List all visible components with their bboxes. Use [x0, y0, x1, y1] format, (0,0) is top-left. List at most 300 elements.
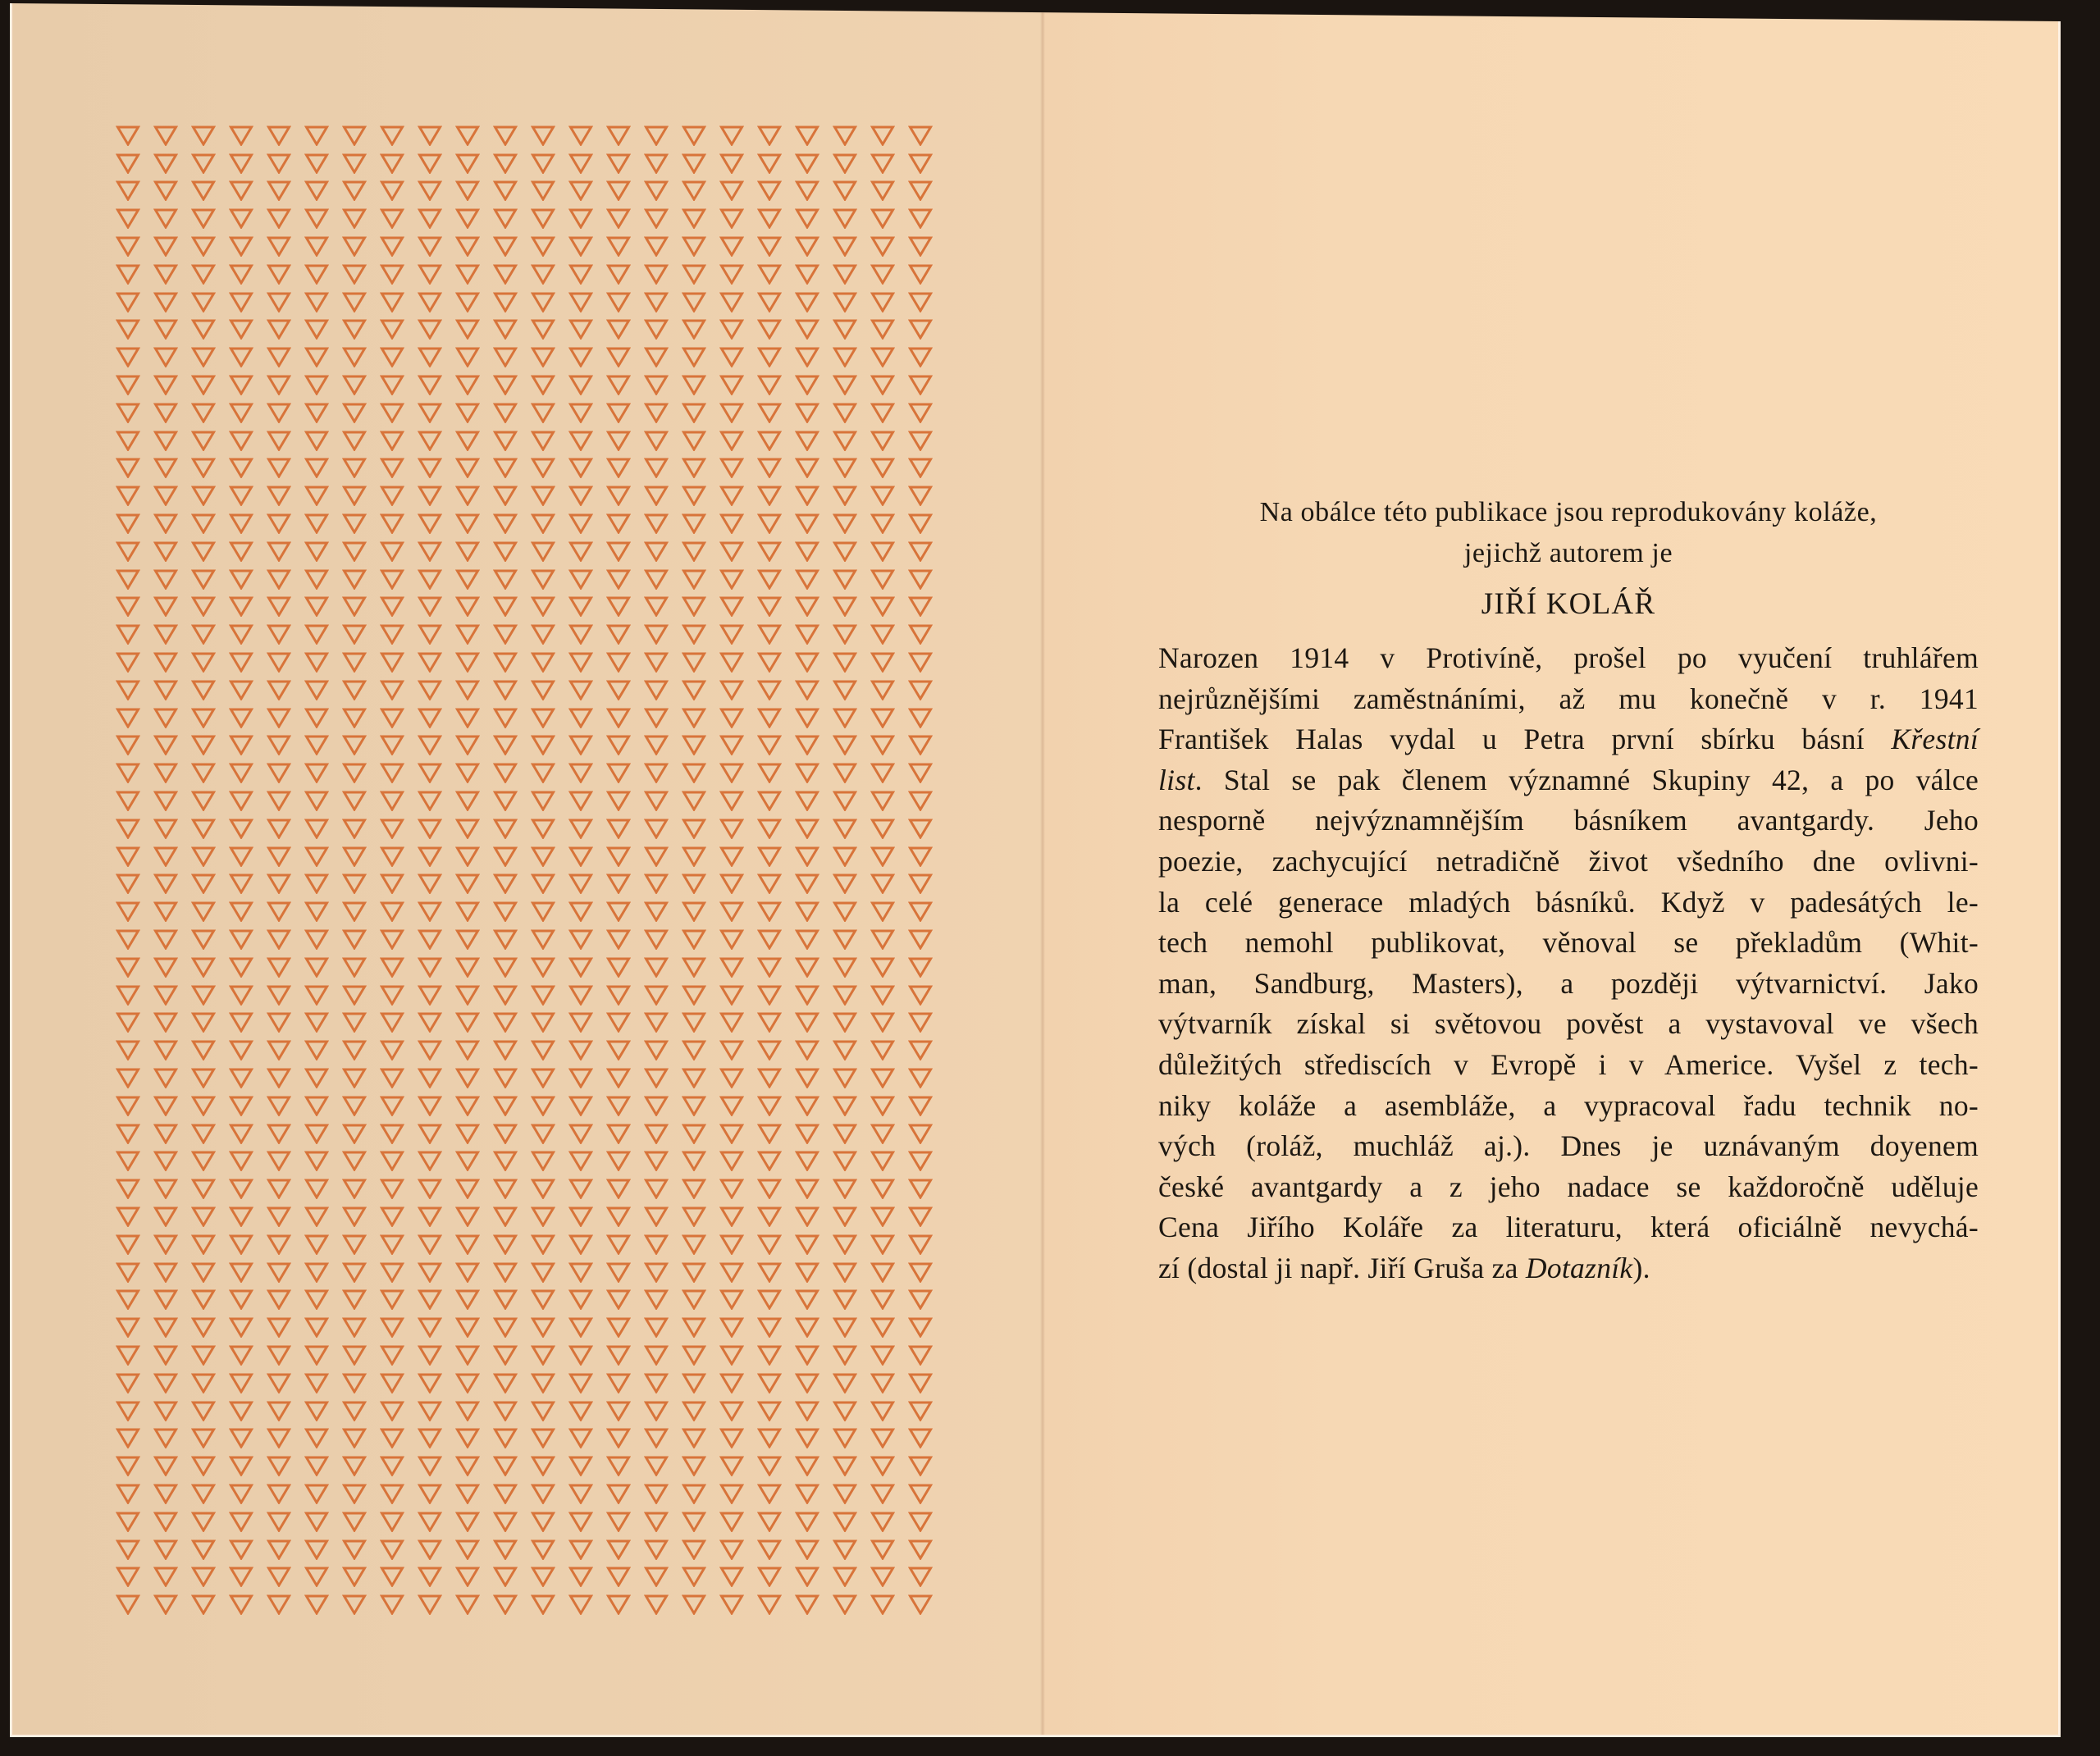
- down-triangle-outline-icon: [304, 1400, 329, 1421]
- down-triangle-outline-icon: [342, 1178, 367, 1199]
- down-triangle-outline-icon: [455, 707, 480, 728]
- down-triangle-outline-icon: [418, 734, 442, 755]
- down-triangle-outline-icon: [682, 1261, 706, 1283]
- down-triangle-outline-icon: [116, 374, 140, 395]
- down-triangle-outline-icon: [342, 318, 367, 340]
- down-triangle-outline-icon: [568, 956, 593, 978]
- down-triangle-outline-icon: [229, 1316, 253, 1338]
- down-triangle-outline-icon: [606, 346, 631, 367]
- down-triangle-outline-icon: [153, 734, 178, 755]
- bio-text: české avantgardy a z jeho nadace se každoročně uděluje: [1158, 1170, 1979, 1203]
- down-triangle-outline-icon: [191, 1039, 216, 1060]
- down-triangle-outline-icon: [833, 734, 857, 755]
- down-triangle-outline-icon: [267, 125, 291, 146]
- down-triangle-outline-icon: [153, 125, 178, 146]
- down-triangle-outline-icon: [304, 235, 329, 257]
- down-triangle-outline-icon: [380, 818, 404, 839]
- down-triangle-outline-icon: [795, 984, 819, 1006]
- down-triangle-outline-icon: [342, 346, 367, 367]
- down-triangle-outline-icon: [342, 568, 367, 590]
- down-triangle-outline-icon: [644, 846, 669, 867]
- down-triangle-outline-icon: [606, 707, 631, 728]
- down-triangle-outline-icon: [531, 513, 555, 534]
- down-triangle-outline-icon: [493, 623, 518, 645]
- down-triangle-outline-icon: [644, 1206, 669, 1227]
- down-triangle-outline-icon: [908, 1566, 933, 1587]
- down-triangle-outline-icon: [304, 180, 329, 201]
- down-triangle-outline-icon: [757, 457, 782, 478]
- down-triangle-outline-icon: [908, 153, 933, 174]
- down-triangle-outline-icon: [795, 1288, 819, 1310]
- bio-line: [1158, 1045, 1979, 1086]
- down-triangle-outline-icon: [191, 153, 216, 174]
- down-triangle-outline-icon: [682, 790, 706, 811]
- down-triangle-outline-icon: [493, 1206, 518, 1227]
- down-triangle-outline-icon: [153, 1566, 178, 1587]
- down-triangle-outline-icon: [455, 208, 480, 229]
- down-triangle-outline-icon: [418, 346, 442, 367]
- bio-title-italic: Křestní: [1891, 723, 1979, 756]
- bio-line: [1158, 842, 1979, 883]
- down-triangle-outline-icon: [908, 208, 933, 229]
- down-triangle-outline-icon: [418, 873, 442, 894]
- down-triangle-outline-icon: [531, 873, 555, 894]
- down-triangle-outline-icon: [757, 1123, 782, 1144]
- down-triangle-outline-icon: [568, 291, 593, 312]
- down-triangle-outline-icon: [795, 846, 819, 867]
- down-triangle-outline-icon: [644, 1150, 669, 1171]
- down-triangle-outline-icon: [757, 485, 782, 506]
- down-triangle-outline-icon: [380, 1039, 404, 1060]
- down-triangle-outline-icon: [267, 1316, 291, 1338]
- down-triangle-outline-icon: [833, 1261, 857, 1283]
- down-triangle-outline-icon: [191, 679, 216, 700]
- down-triangle-outline-icon: [493, 457, 518, 478]
- down-triangle-outline-icon: [531, 208, 555, 229]
- down-triangle-outline-icon: [531, 818, 555, 839]
- down-triangle-outline-icon: [267, 374, 291, 395]
- down-triangle-outline-icon: [606, 1261, 631, 1283]
- down-triangle-outline-icon: [493, 402, 518, 423]
- down-triangle-outline-icon: [757, 1095, 782, 1116]
- down-triangle-outline-icon: [191, 540, 216, 562]
- down-triangle-outline-icon: [380, 928, 404, 950]
- down-triangle-outline-icon: [908, 485, 933, 506]
- down-triangle-outline-icon: [229, 873, 253, 894]
- down-triangle-outline-icon: [229, 1455, 253, 1476]
- down-triangle-outline-icon: [455, 540, 480, 562]
- down-triangle-outline-icon: [455, 1566, 480, 1587]
- down-triangle-outline-icon: [908, 1594, 933, 1615]
- bio-text: zí (dostal ji např. Jiří Gruša za: [1158, 1251, 1526, 1284]
- down-triangle-outline-icon: [682, 1234, 706, 1255]
- down-triangle-outline-icon: [493, 734, 518, 755]
- down-triangle-outline-icon: [380, 1427, 404, 1448]
- down-triangle-outline-icon: [757, 790, 782, 811]
- colophon-text: [1158, 492, 1979, 1289]
- down-triangle-outline-icon: [342, 790, 367, 811]
- down-triangle-outline-icon: [531, 1067, 555, 1088]
- down-triangle-outline-icon: [606, 1372, 631, 1393]
- down-triangle-outline-icon: [870, 1566, 895, 1587]
- down-triangle-outline-icon: [153, 707, 178, 728]
- down-triangle-outline-icon: [568, 235, 593, 257]
- down-triangle-outline-icon: [116, 928, 140, 950]
- down-triangle-outline-icon: [455, 1234, 480, 1255]
- down-triangle-outline-icon: [455, 790, 480, 811]
- down-triangle-outline-icon: [493, 513, 518, 534]
- down-triangle-outline-icon: [531, 1095, 555, 1116]
- down-triangle-outline-icon: [833, 153, 857, 174]
- down-triangle-outline-icon: [644, 1483, 669, 1504]
- down-triangle-outline-icon: [153, 1455, 178, 1476]
- down-triangle-outline-icon: [493, 762, 518, 783]
- down-triangle-outline-icon: [116, 1234, 140, 1255]
- down-triangle-outline-icon: [380, 318, 404, 340]
- down-triangle-outline-icon: [418, 430, 442, 451]
- down-triangle-outline-icon: [757, 595, 782, 617]
- down-triangle-outline-icon: [644, 873, 669, 894]
- down-triangle-outline-icon: [380, 1400, 404, 1421]
- down-triangle-outline-icon: [833, 984, 857, 1006]
- down-triangle-outline-icon: [644, 1288, 669, 1310]
- down-triangle-outline-icon: [418, 1372, 442, 1393]
- down-triangle-outline-icon: [719, 1372, 744, 1393]
- down-triangle-outline-icon: [342, 623, 367, 645]
- down-triangle-outline-icon: [833, 818, 857, 839]
- down-triangle-outline-icon: [493, 1566, 518, 1587]
- down-triangle-outline-icon: [568, 1344, 593, 1366]
- down-triangle-outline-icon: [191, 318, 216, 340]
- down-triangle-outline-icon: [153, 208, 178, 229]
- down-triangle-outline-icon: [795, 540, 819, 562]
- down-triangle-outline-icon: [380, 1123, 404, 1144]
- down-triangle-outline-icon: [719, 901, 744, 922]
- bio-line: [1158, 1004, 1979, 1045]
- down-triangle-outline-icon: [568, 1539, 593, 1560]
- down-triangle-outline-icon: [682, 623, 706, 645]
- down-triangle-outline-icon: [682, 208, 706, 229]
- down-triangle-outline-icon: [229, 457, 253, 478]
- down-triangle-outline-icon: [870, 208, 895, 229]
- down-triangle-outline-icon: [757, 928, 782, 950]
- down-triangle-outline-icon: [833, 1400, 857, 1421]
- down-triangle-outline-icon: [153, 540, 178, 562]
- down-triangle-outline-icon: [191, 873, 216, 894]
- down-triangle-outline-icon: [719, 651, 744, 673]
- down-triangle-outline-icon: [191, 928, 216, 950]
- down-triangle-outline-icon: [304, 513, 329, 534]
- bio-line: [1158, 964, 1979, 1005]
- down-triangle-outline-icon: [870, 1234, 895, 1255]
- down-triangle-outline-icon: [682, 1011, 706, 1033]
- down-triangle-outline-icon: [757, 1539, 782, 1560]
- down-triangle-outline-icon: [531, 846, 555, 867]
- down-triangle-outline-icon: [380, 1261, 404, 1283]
- down-triangle-outline-icon: [682, 595, 706, 617]
- down-triangle-outline-icon: [908, 956, 933, 978]
- down-triangle-outline-icon: [493, 485, 518, 506]
- down-triangle-outline-icon: [833, 1427, 857, 1448]
- down-triangle-outline-icon: [795, 1234, 819, 1255]
- down-triangle-outline-icon: [682, 984, 706, 1006]
- down-triangle-outline-icon: [418, 291, 442, 312]
- bio-line: [1158, 1248, 1979, 1289]
- down-triangle-outline-icon: [116, 1316, 140, 1338]
- down-triangle-outline-icon: [455, 263, 480, 285]
- down-triangle-outline-icon: [606, 318, 631, 340]
- down-triangle-outline-icon: [870, 318, 895, 340]
- down-triangle-outline-icon: [116, 984, 140, 1006]
- down-triangle-outline-icon: [418, 901, 442, 922]
- down-triangle-outline-icon: [153, 1511, 178, 1532]
- down-triangle-outline-icon: [531, 1539, 555, 1560]
- down-triangle-outline-icon: [606, 873, 631, 894]
- down-triangle-outline-icon: [908, 818, 933, 839]
- down-triangle-outline-icon: [229, 1594, 253, 1615]
- down-triangle-outline-icon: [153, 1344, 178, 1366]
- down-triangle-outline-icon: [342, 984, 367, 1006]
- down-triangle-outline-icon: [493, 901, 518, 922]
- down-triangle-outline-icon: [267, 734, 291, 755]
- down-triangle-outline-icon: [304, 1594, 329, 1615]
- down-triangle-outline-icon: [267, 457, 291, 478]
- down-triangle-outline-icon: [418, 623, 442, 645]
- down-triangle-outline-icon: [531, 540, 555, 562]
- down-triangle-outline-icon: [682, 679, 706, 700]
- down-triangle-outline-icon: [229, 818, 253, 839]
- down-triangle-outline-icon: [870, 374, 895, 395]
- down-triangle-outline-icon: [682, 263, 706, 285]
- down-triangle-outline-icon: [304, 374, 329, 395]
- down-triangle-outline-icon: [342, 125, 367, 146]
- down-triangle-outline-icon: [267, 707, 291, 728]
- down-triangle-outline-icon: [455, 1206, 480, 1227]
- down-triangle-outline-icon: [568, 1483, 593, 1504]
- down-triangle-outline-icon: [908, 430, 933, 451]
- down-triangle-outline-icon: [116, 1206, 140, 1227]
- down-triangle-outline-icon: [380, 346, 404, 367]
- down-triangle-outline-icon: [493, 984, 518, 1006]
- down-triangle-outline-icon: [795, 1095, 819, 1116]
- down-triangle-outline-icon: [531, 235, 555, 257]
- down-triangle-outline-icon: [267, 208, 291, 229]
- bio-text: niky koláže a asembláže, a vypracoval řadu technik no-: [1158, 1088, 1979, 1122]
- down-triangle-outline-icon: [418, 762, 442, 783]
- down-triangle-outline-icon: [757, 1288, 782, 1310]
- down-triangle-outline-icon: [682, 873, 706, 894]
- down-triangle-outline-icon: [455, 873, 480, 894]
- down-triangle-outline-icon: [568, 430, 593, 451]
- down-triangle-outline-icon: [116, 208, 140, 229]
- down-triangle-outline-icon: [153, 928, 178, 950]
- down-triangle-outline-icon: [795, 430, 819, 451]
- down-triangle-outline-icon: [833, 1455, 857, 1476]
- down-triangle-outline-icon: [418, 956, 442, 978]
- down-triangle-outline-icon: [153, 346, 178, 367]
- down-triangle-outline-icon: [304, 263, 329, 285]
- down-triangle-outline-icon: [153, 762, 178, 783]
- down-triangle-outline-icon: [418, 928, 442, 950]
- down-triangle-outline-icon: [304, 1123, 329, 1144]
- down-triangle-outline-icon: [644, 734, 669, 755]
- down-triangle-outline-icon: [191, 1344, 216, 1366]
- down-triangle-outline-icon: [757, 1261, 782, 1283]
- down-triangle-outline-icon: [606, 1566, 631, 1587]
- down-triangle-outline-icon: [757, 1150, 782, 1171]
- down-triangle-outline-icon: [342, 1316, 367, 1338]
- down-triangle-outline-icon: [342, 1594, 367, 1615]
- down-triangle-outline-icon: [267, 1067, 291, 1088]
- down-triangle-outline-icon: [908, 846, 933, 867]
- down-triangle-outline-icon: [682, 1095, 706, 1116]
- down-triangle-outline-icon: [116, 707, 140, 728]
- down-triangle-outline-icon: [644, 1427, 669, 1448]
- down-triangle-outline-icon: [267, 263, 291, 285]
- down-triangle-outline-icon: [229, 707, 253, 728]
- down-triangle-outline-icon: [342, 707, 367, 728]
- down-triangle-outline-icon: [229, 485, 253, 506]
- down-triangle-outline-icon: [908, 1234, 933, 1255]
- down-triangle-outline-icon: [644, 125, 669, 146]
- down-triangle-outline-icon: [644, 291, 669, 312]
- down-triangle-outline-icon: [606, 790, 631, 811]
- down-triangle-outline-icon: [568, 901, 593, 922]
- down-triangle-outline-icon: [795, 485, 819, 506]
- down-triangle-outline-icon: [455, 374, 480, 395]
- down-triangle-outline-icon: [380, 180, 404, 201]
- down-triangle-outline-icon: [795, 1178, 819, 1199]
- down-triangle-outline-icon: [719, 513, 744, 534]
- down-triangle-outline-icon: [191, 734, 216, 755]
- down-triangle-outline-icon: [795, 679, 819, 700]
- down-triangle-outline-icon: [380, 984, 404, 1006]
- down-triangle-outline-icon: [531, 1427, 555, 1448]
- down-triangle-outline-icon: [229, 1483, 253, 1504]
- down-triangle-outline-icon: [153, 374, 178, 395]
- down-triangle-outline-icon: [493, 1455, 518, 1476]
- down-triangle-outline-icon: [908, 1483, 933, 1504]
- down-triangle-outline-icon: [908, 1206, 933, 1227]
- left-page: [10, 3, 1042, 1737]
- down-triangle-outline-icon: [380, 846, 404, 867]
- down-triangle-outline-icon: [833, 1344, 857, 1366]
- down-triangle-outline-icon: [531, 1594, 555, 1615]
- down-triangle-outline-icon: [719, 1095, 744, 1116]
- down-triangle-outline-icon: [191, 1150, 216, 1171]
- down-triangle-outline-icon: [719, 1539, 744, 1560]
- down-triangle-outline-icon: [531, 1178, 555, 1199]
- down-triangle-outline-icon: [380, 540, 404, 562]
- down-triangle-outline-icon: [342, 595, 367, 617]
- down-triangle-outline-icon: [342, 1150, 367, 1171]
- down-triangle-outline-icon: [644, 1344, 669, 1366]
- down-triangle-outline-icon: [455, 1123, 480, 1144]
- down-triangle-outline-icon: [719, 208, 744, 229]
- down-triangle-outline-icon: [719, 1427, 744, 1448]
- down-triangle-outline-icon: [342, 651, 367, 673]
- down-triangle-outline-icon: [304, 1566, 329, 1587]
- down-triangle-outline-icon: [418, 153, 442, 174]
- down-triangle-outline-icon: [568, 1234, 593, 1255]
- down-triangle-outline-icon: [568, 1427, 593, 1448]
- down-triangle-outline-icon: [229, 430, 253, 451]
- down-triangle-outline-icon: [455, 1400, 480, 1421]
- down-triangle-outline-icon: [153, 1594, 178, 1615]
- down-triangle-outline-icon: [116, 762, 140, 783]
- down-triangle-outline-icon: [304, 818, 329, 839]
- down-triangle-outline-icon: [493, 125, 518, 146]
- down-triangle-outline-icon: [153, 679, 178, 700]
- down-triangle-outline-icon: [191, 1400, 216, 1421]
- down-triangle-outline-icon: [568, 457, 593, 478]
- down-triangle-outline-icon: [795, 1511, 819, 1532]
- down-triangle-outline-icon: [531, 1455, 555, 1476]
- down-triangle-outline-icon: [153, 595, 178, 617]
- down-triangle-outline-icon: [870, 1400, 895, 1421]
- down-triangle-outline-icon: [795, 818, 819, 839]
- bio-text: výtvarník získal si světovou pověst a vystavoval ve všech: [1158, 1007, 1979, 1041]
- down-triangle-outline-icon: [644, 318, 669, 340]
- down-triangle-outline-icon: [267, 790, 291, 811]
- down-triangle-outline-icon: [833, 180, 857, 201]
- down-triangle-outline-icon: [682, 651, 706, 673]
- down-triangle-outline-icon: [795, 1483, 819, 1504]
- down-triangle-outline-icon: [757, 153, 782, 174]
- down-triangle-outline-icon: [908, 651, 933, 673]
- down-triangle-outline-icon: [757, 263, 782, 285]
- down-triangle-outline-icon: [267, 1539, 291, 1560]
- down-triangle-outline-icon: [267, 1511, 291, 1532]
- down-triangle-outline-icon: [606, 1039, 631, 1060]
- down-triangle-outline-icon: [304, 1483, 329, 1504]
- down-triangle-outline-icon: [229, 790, 253, 811]
- down-triangle-outline-icon: [455, 1150, 480, 1171]
- down-triangle-outline-icon: [908, 1067, 933, 1088]
- down-triangle-outline-icon: [908, 235, 933, 257]
- down-triangle-outline-icon: [568, 818, 593, 839]
- down-triangle-outline-icon: [795, 1594, 819, 1615]
- down-triangle-outline-icon: [606, 623, 631, 645]
- down-triangle-outline-icon: [719, 956, 744, 978]
- down-triangle-outline-icon: [757, 762, 782, 783]
- down-triangle-outline-icon: [304, 651, 329, 673]
- down-triangle-outline-icon: [455, 1039, 480, 1060]
- down-triangle-outline-icon: [908, 1150, 933, 1171]
- down-triangle-outline-icon: [267, 1178, 291, 1199]
- down-triangle-outline-icon: [606, 956, 631, 978]
- down-triangle-outline-icon: [455, 818, 480, 839]
- down-triangle-outline-icon: [304, 679, 329, 700]
- down-triangle-outline-icon: [719, 125, 744, 146]
- down-triangle-outline-icon: [304, 901, 329, 922]
- down-triangle-outline-icon: [568, 153, 593, 174]
- down-triangle-outline-icon: [153, 513, 178, 534]
- down-triangle-outline-icon: [682, 457, 706, 478]
- down-triangle-outline-icon: [342, 1539, 367, 1560]
- down-triangle-outline-icon: [191, 513, 216, 534]
- down-triangle-outline-icon: [870, 1427, 895, 1448]
- down-triangle-outline-icon: [191, 568, 216, 590]
- down-triangle-outline-icon: [870, 1123, 895, 1144]
- down-triangle-outline-icon: [644, 235, 669, 257]
- down-triangle-outline-icon: [606, 846, 631, 867]
- down-triangle-outline-icon: [531, 318, 555, 340]
- down-triangle-outline-icon: [644, 1566, 669, 1587]
- down-triangle-outline-icon: [191, 623, 216, 645]
- down-triangle-outline-icon: [870, 595, 895, 617]
- down-triangle-outline-icon: [606, 430, 631, 451]
